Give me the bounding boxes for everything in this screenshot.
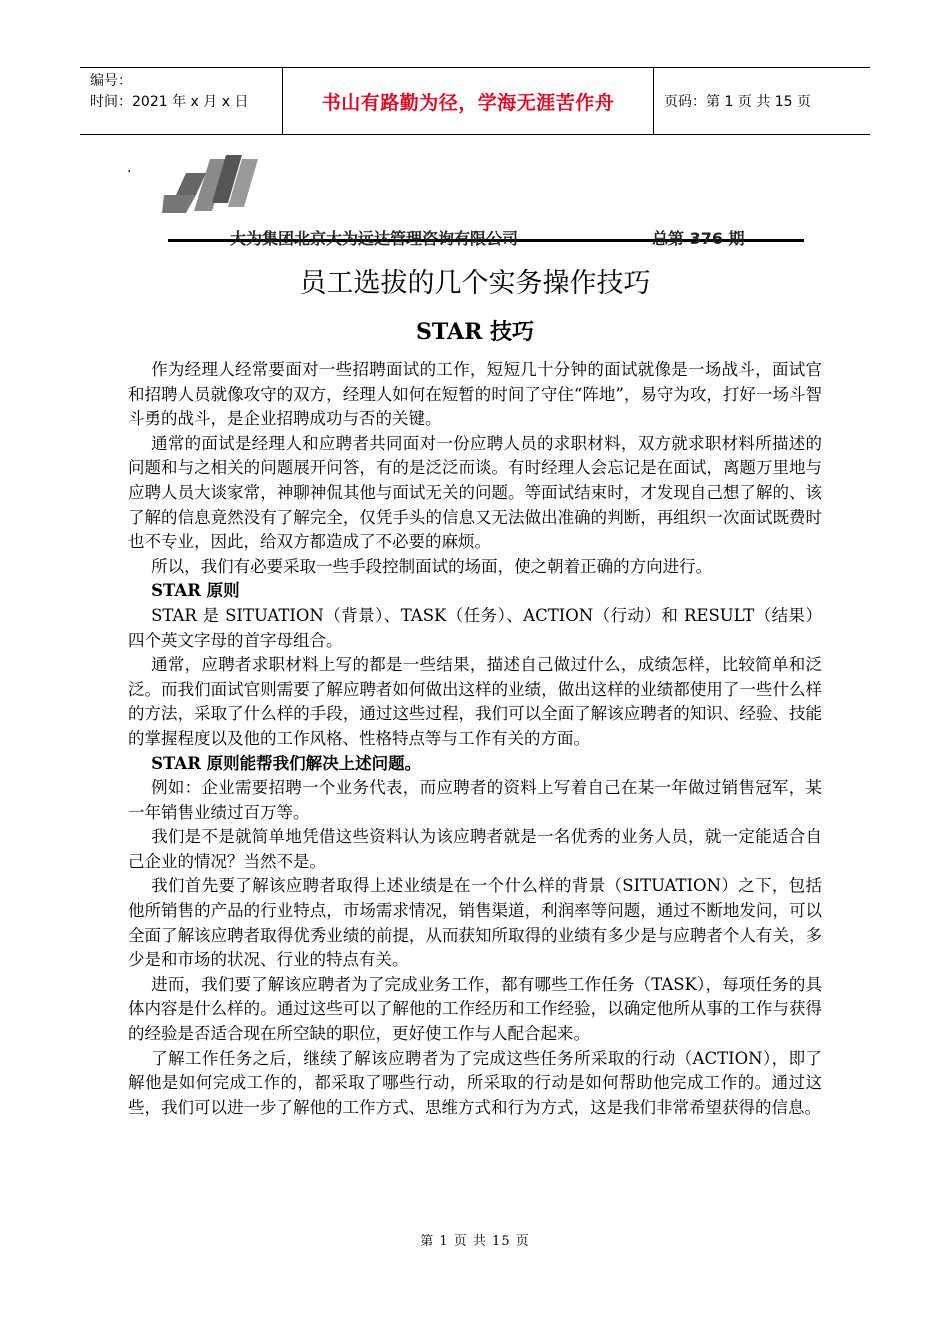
header-motto: 书山有路勤为径，学海无涯苦作舟 (282, 68, 654, 134)
paragraph: STAR 原则能帮我们解决上述问题。 (151, 753, 422, 773)
paragraph: 作为经理人经常要面对一些招聘面试的工作，短短几十分钟的面试就像是一场战斗，面试官和招聘人员就像攻守的双方，经理人如何在短暂的时间了守住“阵地”，易守为攻，打好一场斗智斗勇的战斗，是企业招聘成功与否的关键。 (128, 360, 822, 429)
article-body (128, 358, 822, 1120)
page-footer: 第 1 页 共 15 页 (420, 1234, 530, 1249)
company-banner (168, 228, 804, 250)
paragraph: 例如：企业需要招聘一个业务代表，而应聘者的资料上写着自己在某一年做过销售冠军，某一年销售业绩过百万等。 (128, 778, 822, 822)
company-logo-icon (162, 155, 258, 215)
header-page-info: 页码：第 1 页 共 15 页 (664, 94, 811, 110)
page-title: 员工选拔的几个实务操作技巧 (299, 268, 651, 299)
company-name: 大为集团北京大为远达管理咨询有限公司 (230, 229, 519, 248)
paragraph: 了解工作任务之后，继续了解该应聘者为了完成这些任务所采取的行动（ACTION），即了解他是如何完成工作的，都采取了哪些行动，所采取的行动是如何帮助他完成工作的。通过这些，我们可以进一步了解他的工作方式、思维方式和行为方式，这是我们非常希望获得的信息。 (128, 1048, 822, 1117)
time-label: 时间：2021 年 x 月 x 日 (90, 94, 249, 110)
section-title: STAR 技巧 (415, 319, 535, 345)
paragraph: 进而，我们要了解该应聘者为了完成业务工作，都有哪些工作任务（TASK），每项任务的具体内容是什么样的。通过这些可以了解他的工作经历和工作经验，以确定他所从事的工作与获得的经验是否适合现在所空缺的职位，更好使工作与人配合起来。 (128, 974, 822, 1044)
stray-dot: . (127, 160, 132, 176)
paragraph: 我们首先要了解该应聘者取得上述业绩是在一个什么样的背景（SITUATION）之下，包括他所销售的产品的行业特点，市场需求情况，销售渠道，利润率等问题，通过不断地发问，可以全面了解该应聘者取得优秀业绩的前提，从而获知所取得的业绩有多少是与应聘者个人有关，多少是和市场的状况、行业的特点有关。 (128, 876, 822, 970)
paragraph: 通常，应聘者求职材料上写的都是一些结果，描述自己做过什么，成绩怎样，比较简单和泛泛。而我们面试官则需要了解应聘者如何做出这样的业绩，做出这样的业绩都使用了一些什么样的方法，采取了什么样的手段，通过这些过程，我们可以全面了解该应聘者的知识、经验、技能的掌握程度以及他的工作风格、性格特点等与工作有关的方面。 (128, 655, 822, 748)
paragraph: 我们是不是就简单地凭借这些资料认为该应聘者就是一名优秀的业务人员，就一定能适合自己企业的情况？当然不是。 (128, 827, 822, 871)
paragraph: STAR 原则 (151, 581, 240, 601)
header-meta (80, 68, 282, 134)
header-table (80, 67, 870, 135)
issue-number: 总第 376 期 (652, 229, 745, 248)
paragraph: 通常的面试是经理人和应聘者共同面对一份应聘人员的求职材料，双方就求职材料所描述的问题和与之相关的问题展开问答，有的是泛泛而谈。有时经理人会忘记是在面试，离题万里地与应聘人员大谈家常，神聊神侃其他与面试无关的问题。等面试结束时，才发现自己想了解的、该了解的信息竟然没有了解完全，仅凭手头的信息又无法做出准确的判断，再组织一次面试既费时也不专业，因此，给双方都造成了不必要的麻烦。 (128, 433, 822, 552)
code-label: 编号： (90, 73, 132, 89)
paragraph: 所以，我们有必要采取一些手段控制面试的场面，使之朝着正确的方向进行。 (151, 556, 713, 576)
paragraph: STAR 是 SITUATION（背景）、TASK（任务）、ACTION（行动）和 RESULT（结果）四个英文字母的首字母组合。 (128, 605, 822, 650)
